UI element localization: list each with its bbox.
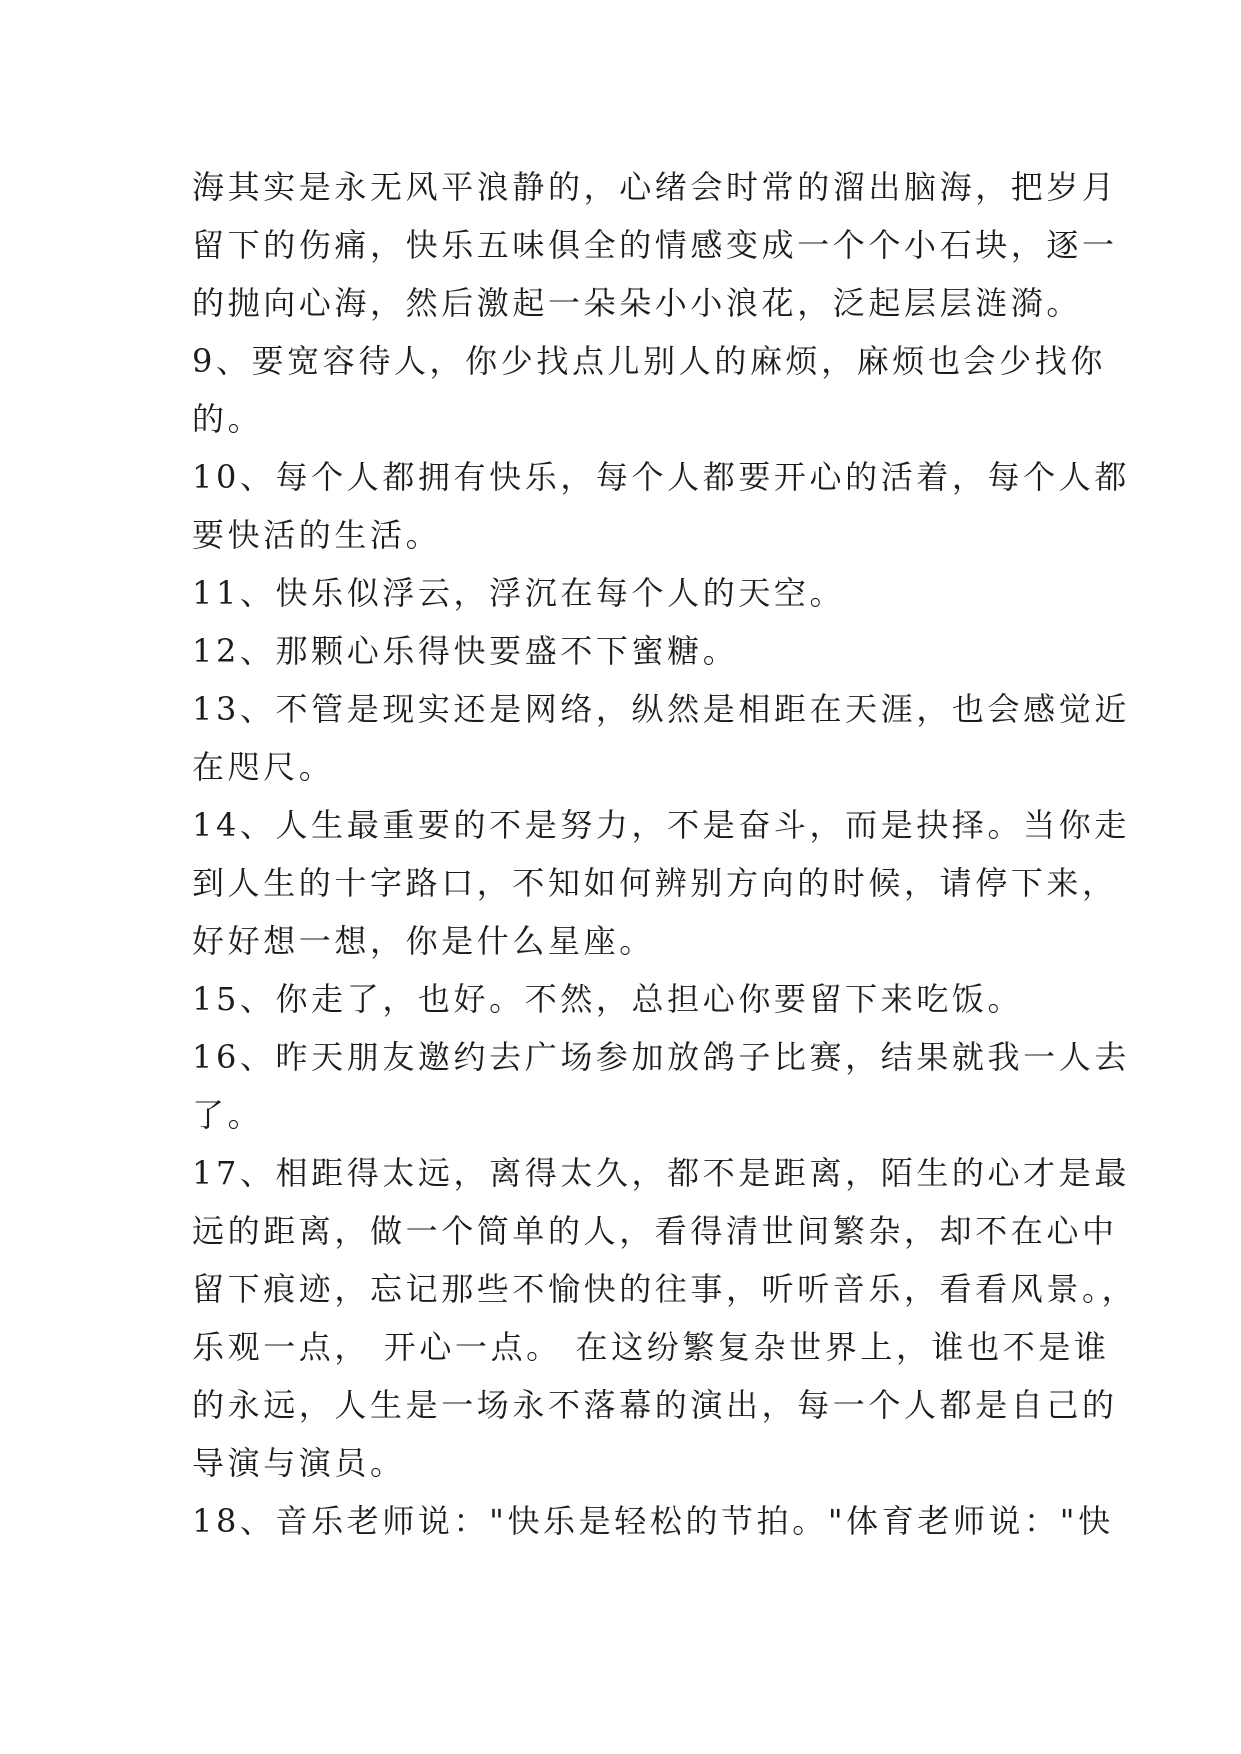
text-line: 的永远，人生是一场永不落幕的演出，每一个人都是自己的 [192, 1386, 1118, 1424]
text-line: 14、人生最重要的不是努力，不是奋斗，而是抉择。当你走 [192, 806, 1130, 844]
text-line: 好好想一想，你是什么星座。 [192, 922, 655, 960]
text-line: 17、相距得太远，离得太久，都不是距离，陌生的心才是最 [192, 1154, 1130, 1192]
text-line: 11、快乐似浮云，浮沉在每个人的天空。 [192, 574, 846, 612]
text-line: 到人生的十字路口，不知如何辨别方向的时候，请停下来， [192, 864, 1118, 902]
text-line: 的抛向心海，然后激起一朵朵小小浪花，泛起层层涟漪。 [192, 284, 1083, 322]
text-line: 留下痕迹，忘记那些不愉快的往事，听听音乐，看看风景。， [192, 1270, 1138, 1308]
text-line: 12、那颗心乐得快要盛不下蜜糖。 [192, 632, 739, 670]
text-line: 10、每个人都拥有快乐，每个人都要开心的活着，每个人都 [192, 458, 1130, 496]
text-line: 了。 [192, 1096, 264, 1134]
text-line: 乐观一点， 开心一点。 在这纷繁复杂世界上，谁也不是谁 [192, 1328, 1110, 1366]
text-line: 13、不管是现实还是网络，纵然是相距在天涯，也会感觉近 [192, 690, 1130, 728]
text-line: 9、要宽容待人，你少找点儿别人的麻烦，麻烦也会少找你 [192, 342, 1106, 380]
text-line: 16、昨天朋友邀约去广场参加放鸽子比赛，结果就我一人去 [192, 1038, 1130, 1076]
text-line: 导演与演员。 [192, 1444, 406, 1482]
text-line: 要快活的生活。 [192, 516, 442, 554]
text-line: 15、你走了，也好。不然，总担心你要留下来吃饭。 [192, 980, 1024, 1018]
text-line: 在咫尺。 [192, 748, 335, 786]
text-line: 海其实是永无风平浪静的，心绪会时常的溜出脑海，把岁月 [192, 168, 1118, 206]
text-line: 远的距离，做一个简单的人，看得清世间繁杂，却不在心中 [192, 1212, 1118, 1250]
text-line: 留下的伤痛，快乐五味俱全的情感变成一个个小石块，逐一 [192, 226, 1118, 264]
text-line: 18、音乐老师说："快乐是轻松的节拍。"体育老师说："快 [192, 1502, 1114, 1540]
text-line: 的。 [192, 400, 264, 438]
body-text [192, 158, 1138, 1550]
